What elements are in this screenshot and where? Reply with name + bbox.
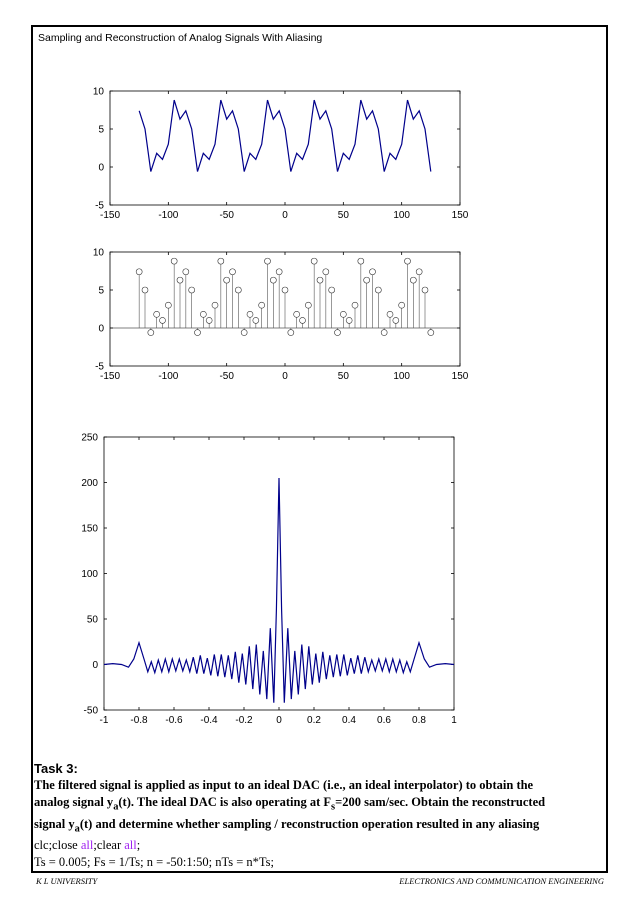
subscript: a [74, 823, 80, 834]
stem-marker [422, 287, 428, 293]
code-line-1 [34, 837, 604, 854]
x-tick-label: 100 [393, 371, 411, 382]
x-tick-label: 0.4 [342, 715, 356, 726]
stem-marker [323, 269, 329, 275]
stem-marker [183, 269, 189, 275]
code-text: clc;close [34, 838, 81, 852]
task-text: =200 sam/sec. Obtain the reconstructed [335, 795, 546, 809]
stem-marker [142, 287, 148, 293]
stem-marker [410, 277, 416, 283]
x-tick-label: -0.6 [165, 715, 183, 726]
stem-marker [171, 258, 177, 264]
stem-marker [235, 287, 241, 293]
y-tick-label: 250 [81, 432, 98, 444]
y-tick-label: 0 [92, 660, 98, 671]
subscript: s [331, 801, 336, 813]
y-tick-label: 10 [92, 86, 104, 98]
code-line-2: Ts = 0.005; Fs = 1/Ts; n = -50:1:50; nTs = n*Ts; [34, 855, 274, 869]
x-tick-label: -50 [219, 371, 234, 382]
code-keyword: all [124, 838, 137, 852]
task-section [34, 760, 604, 871]
y-tick-label: 50 [86, 614, 98, 626]
y-tick-label: 200 [81, 478, 98, 489]
stem-marker [276, 269, 282, 275]
stem-marker [224, 277, 230, 283]
task-line-3 [34, 816, 604, 838]
stem-marker [294, 311, 300, 317]
x-tick-label: 0 [276, 715, 282, 726]
x-tick-label: -100 [158, 371, 179, 382]
stem-marker [265, 258, 271, 264]
stem-marker [375, 287, 381, 293]
y-tick-label: -5 [95, 361, 104, 373]
stem-marker [387, 311, 393, 317]
x-tick-label: -150 [99, 210, 121, 221]
task-text: analog signal y [34, 795, 114, 809]
stem-marker [428, 330, 434, 336]
page-header: Sampling and Reconstruction of Analog Signals With Aliasing [38, 32, 323, 44]
y-tick-label: -50 [83, 705, 98, 717]
y-tick-label: 150 [81, 523, 98, 535]
task-text: signal y [34, 816, 75, 831]
series-line [104, 478, 454, 703]
task-description [34, 777, 604, 837]
stem-marker [370, 269, 376, 275]
stem-marker [352, 302, 358, 308]
stem-marker [288, 330, 294, 336]
x-tick-label: 100 [393, 210, 411, 221]
x-tick-label: 150 [451, 371, 469, 382]
stem-marker [270, 277, 276, 283]
task-line-1: The filtered signal is applied as input to an ideal DAC (i.e., an ideal interpolator) to obtain the [34, 778, 534, 792]
y-tick-label: 100 [81, 569, 98, 580]
stem-marker [259, 302, 265, 308]
x-tick-label: 0.2 [307, 715, 321, 726]
stem-marker [177, 277, 183, 283]
x-tick-label: -150 [99, 371, 121, 382]
x-tick-label: -0.8 [130, 715, 148, 726]
stem-marker [154, 311, 160, 317]
stem-marker [206, 317, 212, 323]
x-tick-label: 50 [337, 371, 349, 382]
stem-marker [200, 311, 206, 317]
y-tick-label: 0 [98, 323, 104, 335]
stem-marker [189, 287, 195, 293]
footer-university: K L UNIVERSITY [36, 876, 98, 886]
x-tick-label: 150 [451, 210, 469, 221]
stem-marker [358, 258, 364, 264]
x-tick-label: -0.2 [235, 715, 253, 726]
task-text: (t). The ideal DAC is also operating at F [118, 795, 332, 809]
x-tick-label: 50 [337, 210, 349, 221]
stem-marker [300, 317, 306, 323]
y-tick-label: 5 [98, 285, 104, 297]
x-tick-label: 0 [282, 210, 288, 221]
stem-marker [305, 302, 311, 308]
x-tick-label: 0.8 [412, 715, 426, 726]
x-tick-label: -1 [99, 715, 109, 726]
stem-marker [335, 330, 341, 336]
stem-marker [282, 287, 288, 293]
stem-marker [311, 258, 317, 264]
stem-marker [195, 330, 201, 336]
x-tick-label: -0.4 [200, 715, 218, 726]
code-text: ;clear [93, 838, 125, 852]
x-tick-label: -50 [219, 210, 234, 221]
x-tick-label: -100 [158, 210, 179, 221]
task-line-2 [34, 794, 604, 816]
stem-marker [218, 258, 224, 264]
y-tick-label: 5 [98, 124, 104, 136]
footer-department: ELECTRONICS AND COMMUNICATION ENGINEERING [399, 876, 604, 886]
stem-marker [416, 269, 422, 275]
stem-marker [329, 287, 335, 293]
code-keyword: all [80, 838, 94, 852]
x-tick-label: 0 [282, 371, 288, 382]
y-tick-label: -5 [95, 200, 104, 212]
task-text: (t) and determine whether sampling / reconstruction operation resulted in any aliasing [79, 816, 540, 831]
stem-marker [364, 277, 370, 283]
stem-marker [253, 317, 259, 323]
stem-marker [165, 302, 171, 308]
plot-frame-1 [110, 91, 460, 205]
stem-marker [405, 258, 411, 264]
stem-marker [317, 277, 323, 283]
stem-marker [160, 317, 166, 323]
x-tick-label: 1 [451, 715, 457, 726]
x-tick-label: 0.6 [377, 715, 391, 726]
stem-marker [381, 330, 387, 336]
subscript: a [113, 801, 119, 813]
stem-marker [136, 269, 142, 275]
code-text: ; [136, 838, 141, 852]
stem-marker [148, 330, 154, 336]
plot-frame-3 [104, 437, 454, 710]
task-title: Task 3: [34, 761, 78, 776]
series-line [139, 100, 431, 172]
stem-marker [247, 311, 253, 317]
stem-marker [340, 311, 346, 317]
stem-marker [241, 330, 247, 336]
stem-marker [346, 317, 352, 323]
stem-marker [212, 302, 218, 308]
stem-marker [230, 269, 236, 275]
stem-marker [399, 302, 405, 308]
y-tick-label: 0 [98, 162, 104, 174]
stem-marker [393, 317, 399, 323]
y-tick-label: 10 [92, 247, 104, 259]
